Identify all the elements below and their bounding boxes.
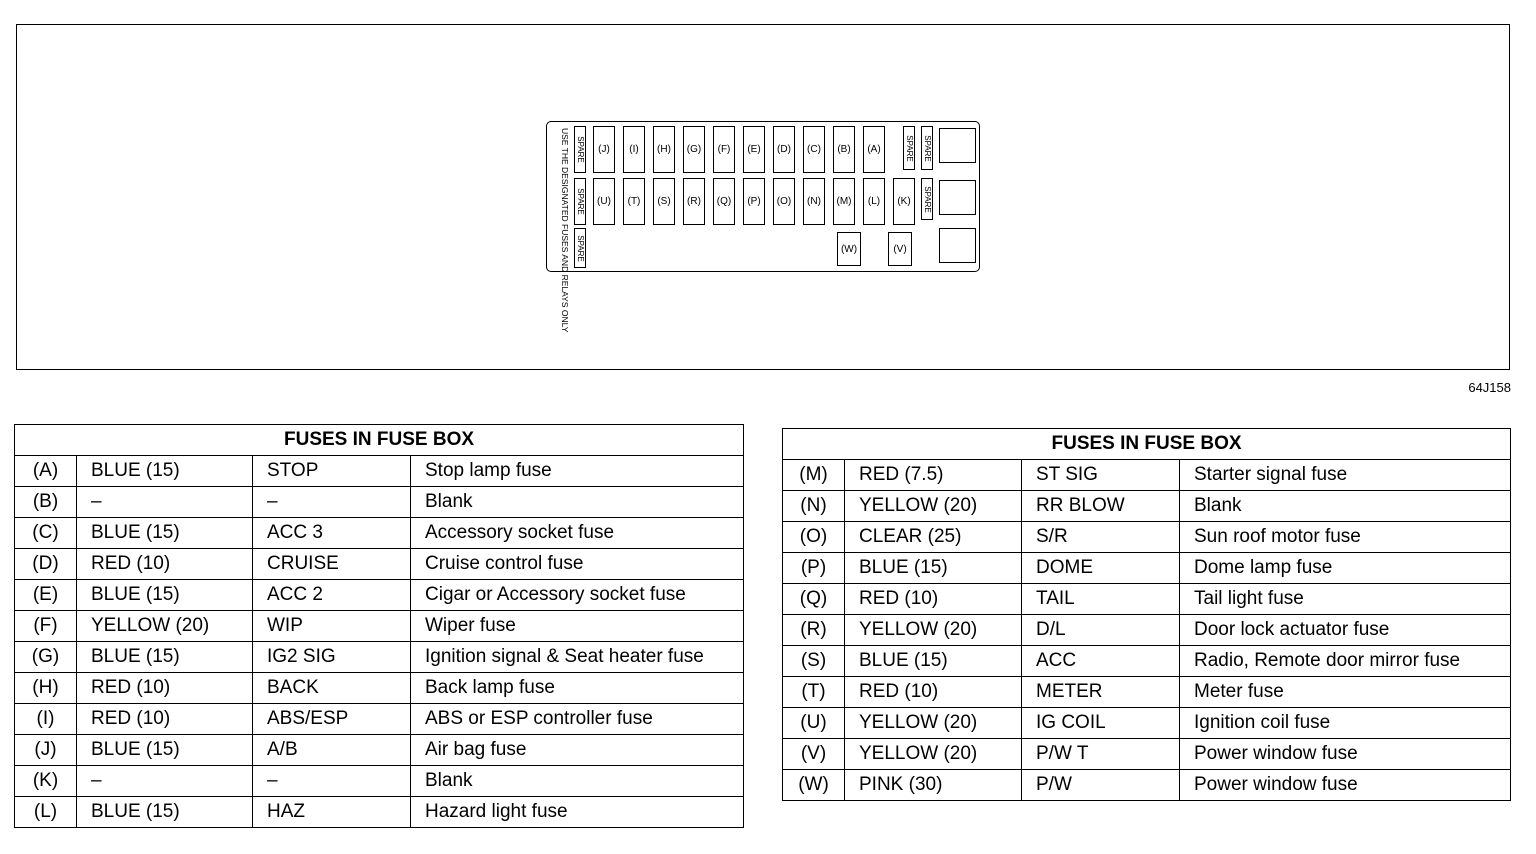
fuse-description-cell: Blank [1180,491,1511,522]
fuse-id-cell: (P) [783,553,845,584]
fuse-description-cell: Meter fuse [1180,677,1511,708]
spare-label: SPARE [922,134,932,162]
fuse-code-cell: P/W T [1022,739,1180,770]
fuse-code-cell: WIP [253,611,411,642]
fuse-id-cell: (D) [15,549,77,580]
fuse-code-cell: IG2 SIG [253,642,411,673]
fuse-color-cell: BLUE (15) [77,735,253,766]
fuse-id-cell: (Q) [783,584,845,615]
fuse-slot: (B) [833,126,855,173]
fuse-slot: (D) [773,126,795,173]
fuse-code-cell: RR BLOW [1022,491,1180,522]
table-row [783,491,1511,522]
fuse-color-cell: YELLOW (20) [845,491,1022,522]
fuse-id-cell: (T) [783,677,845,708]
fuse-color-cell: RED (7.5) [845,460,1022,491]
spare-fuse-slot [574,126,586,173]
fuse-color-cell: BLUE (15) [77,456,253,487]
fuse-slot: (U) [593,178,615,225]
spare-label: SPARE [575,188,585,215]
large-fuse-slot: (V) [888,232,912,266]
fuse-slot: (K) [893,178,915,225]
fuse-color-cell: YELLOW (20) [845,739,1022,770]
fuse-slot: (N) [803,178,825,225]
fuse-code-cell: HAZ [253,797,411,828]
table-row [15,518,744,549]
fuse-color-cell: PINK (30) [845,770,1022,801]
fuse-code-cell: ACC [1022,646,1180,677]
fuse-id-cell: (F) [15,611,77,642]
fuse-color-cell: BLUE (15) [77,580,253,611]
fuse-slot: (M) [833,178,855,225]
fuse-description-cell: Power window fuse [1180,770,1511,801]
fuse-id-cell: (H) [15,673,77,704]
fuse-code-cell: IG COIL [1022,708,1180,739]
fuse-description-cell: ABS or ESP controller fuse [411,704,744,735]
fuse-description-cell: Stop lamp fuse [411,456,744,487]
fuse-id-cell: (K) [15,766,77,797]
fuse-description-cell: Sun roof motor fuse [1180,522,1511,553]
table-row [15,673,744,704]
fuse-id-cell: (A) [15,456,77,487]
spare-fuse-slot [921,178,933,220]
fuse-box [546,121,980,333]
fuse-code-cell: P/W [1022,770,1180,801]
table-row [783,708,1511,739]
usage-note: USE THE DESIGNATED FUSES AND RELAYS ONLY [560,128,570,333]
fuse-color-cell: RED (10) [845,677,1022,708]
fuse-color-cell: BLUE (15) [77,518,253,549]
spare-fuse-slot [574,228,586,268]
fuse-color-cell: BLUE (15) [77,797,253,828]
fuse-color-cell: BLUE (15) [77,642,253,673]
fuse-code-cell: DOME [1022,553,1180,584]
fuse-description-cell: Hazard light fuse [411,797,744,828]
table-row [783,677,1511,708]
fuse-slot: (I) [623,126,645,173]
fuse-color-cell: BLUE (15) [845,553,1022,584]
spare-label: SPARE [575,234,585,262]
table-row [15,735,744,766]
fuse-code-cell: ST SIG [1022,460,1180,491]
fuse-description-cell: Blank [411,487,744,518]
spare-label: SPARE [922,185,932,213]
fuse-code-cell: S/R [1022,522,1180,553]
table-title: FUSES IN FUSE BOX [15,425,744,456]
fuse-description-cell: Wiper fuse [411,611,744,642]
fuse-id-cell: (B) [15,487,77,518]
spare-label: SPARE [575,136,585,163]
fuse-description-cell: Accessory socket fuse [411,518,744,549]
table-row [15,456,744,487]
fuse-slot: (J) [593,126,615,173]
table-row [15,766,744,797]
fuse-color-cell: RED (10) [77,704,253,735]
fuse-slot: (O) [773,178,795,225]
table-row [15,580,744,611]
table-row [15,704,744,735]
table-row [783,553,1511,584]
figure-code: 64J158 [1468,380,1511,395]
fuse-description-cell: Cruise control fuse [411,549,744,580]
fuse-color-cell: YELLOW (20) [77,611,253,642]
fuse-code-cell: D/L [1022,615,1180,646]
fuse-description-cell: Door lock actuator fuse [1180,615,1511,646]
table-row [783,522,1511,553]
fuse-color-cell: YELLOW (20) [845,708,1022,739]
fuse-id-cell: (O) [783,522,845,553]
fuse-id-cell: (M) [783,460,845,491]
fuse-slot: (H) [653,126,675,173]
fuse-slot: (Q) [713,178,735,225]
fuse-description-cell: Dome lamp fuse [1180,553,1511,584]
table-row [15,611,744,642]
fuse-id-cell: (L) [15,797,77,828]
fuse-slot: (G) [683,126,705,173]
table-row [15,487,744,518]
spare-label: SPARE [904,134,914,162]
fuse-code-cell: CRUISE [253,549,411,580]
fuse-color-cell: RED (10) [845,584,1022,615]
large-fuse-slot: (W) [837,232,861,266]
fuse-slot: (T) [623,178,645,225]
fuse-slot: (C) [803,126,825,173]
fuse-id-cell: (N) [783,491,845,522]
fuse-id-cell: (W) [783,770,845,801]
table-title: FUSES IN FUSE BOX [783,429,1511,460]
fuse-slot: (P) [743,178,765,225]
fuse-id-cell: (E) [15,580,77,611]
table-row [15,797,744,828]
table-row [783,584,1511,615]
fuse-code-cell: ABS/ESP [253,704,411,735]
table-row [15,642,744,673]
relay-socket [939,228,976,263]
fuse-description-cell: Blank [411,766,744,797]
fuse-color-cell: YELLOW (20) [845,615,1022,646]
fuse-color-cell: – [77,766,253,797]
fuse-color-cell: RED (10) [77,549,253,580]
table-row [783,770,1511,801]
table-row [15,549,744,580]
fuse-description-cell: Air bag fuse [411,735,744,766]
fuse-code-cell: – [253,487,411,518]
fuse-color-cell: CLEAR (25) [845,522,1022,553]
fuse-color-cell: RED (10) [77,673,253,704]
fuse-description-cell: Power window fuse [1180,739,1511,770]
fuse-description-cell: Ignition signal & Seat heater fuse [411,642,744,673]
fuse-slot: (E) [743,126,765,173]
fuse-description-cell: Back lamp fuse [411,673,744,704]
fuse-id-cell: (G) [15,642,77,673]
spare-fuse-slot [921,126,933,170]
fuse-slot: (A) [863,126,885,173]
fuse-color-cell: – [77,487,253,518]
fuse-description-cell: Starter signal fuse [1180,460,1511,491]
fuse-id-cell: (S) [783,646,845,677]
fuse-code-cell: METER [1022,677,1180,708]
fuse-code-cell: BACK [253,673,411,704]
fuse-id-cell: (V) [783,739,845,770]
spare-fuse-slot [574,178,586,225]
fuse-id-cell: (J) [15,735,77,766]
fuse-table-left [14,424,744,828]
fuse-code-cell: – [253,766,411,797]
relay-socket [939,180,976,215]
fuse-code-cell: STOP [253,456,411,487]
fuse-id-cell: (I) [15,704,77,735]
relay-socket [939,128,976,163]
fuse-description-cell: Tail light fuse [1180,584,1511,615]
fuse-color-cell: BLUE (15) [845,646,1022,677]
table-row [783,739,1511,770]
fuse-id-cell: (R) [783,615,845,646]
table-row [783,615,1511,646]
fuse-description-cell: Cigar or Accessory socket fuse [411,580,744,611]
fuse-code-cell: TAIL [1022,584,1180,615]
fuse-table-right [782,428,1511,801]
fuse-code-cell: A/B [253,735,411,766]
fuse-id-cell: (U) [783,708,845,739]
fuse-code-cell: ACC 3 [253,518,411,549]
fuse-description-cell: Radio, Remote door mirror fuse [1180,646,1511,677]
table-row [783,460,1511,491]
table-row [783,646,1511,677]
fuse-slot: (L) [863,178,885,225]
fuse-id-cell: (C) [15,518,77,549]
spare-fuse-slot [903,126,915,170]
fuse-description-cell: Ignition coil fuse [1180,708,1511,739]
fuse-slot: (R) [683,178,705,225]
fuse-slot: (F) [713,126,735,173]
fuse-code-cell: ACC 2 [253,580,411,611]
fuse-slot: (S) [653,178,675,225]
